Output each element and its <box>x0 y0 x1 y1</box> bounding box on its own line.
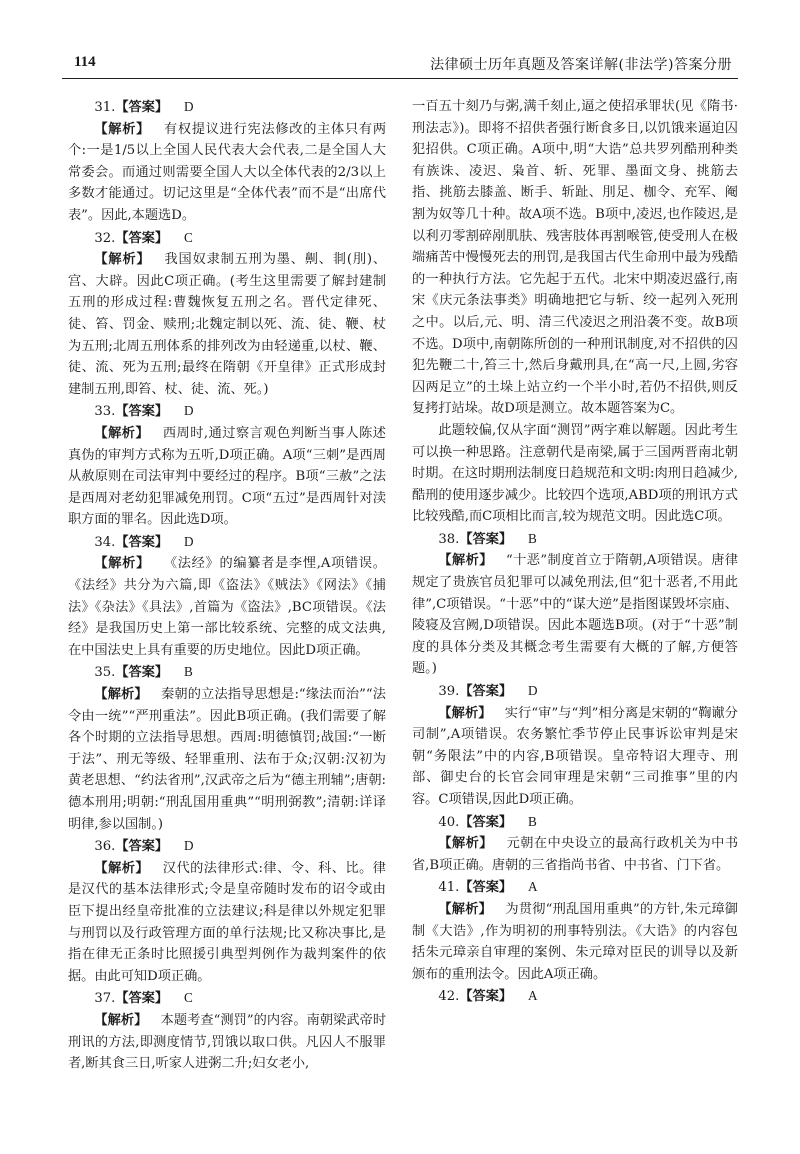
answer-letter: C <box>183 229 193 245</box>
explanation-label: 【解析】 <box>94 860 150 876</box>
explanation-paragraph <box>68 553 386 661</box>
explanation-text: 实行“审”与“判”相分离是宋朝的“鞫谳分司制”,A项错误。农务繁忙季节停止民事诉讼审判是宋朝“务限法”中的内容,B项错误。皇帝特诏大理寺、刑部、御史台的长官会同审理是宋朝“三司推事”里的内容。C项错误,因此D项正确。 <box>412 705 738 807</box>
note-paragraph: 此题较偏,仅从字面“测罚”两字难以解题。因此考生可以换一种思路。注意朝代是南梁,属于三国两晋南北朝时期。在这时期刑法制度日趋规范和文明:肉刑日趋减少,酷刑的使用逐步减少。比较四个选项,ABD项的刑讯方式比较残酷,而C项相比而言,较为规范文明。因此选C项。 <box>412 422 738 525</box>
explanation-label: 【解析】 <box>94 1012 148 1028</box>
explanation-label: 【解析】 <box>94 121 151 137</box>
answer-label: 【答案】 <box>459 531 513 547</box>
answer-label: 【答案】 <box>459 814 513 830</box>
question-number: 38. <box>438 531 460 547</box>
explanation-text: 元朝在中央设立的最高行政机关为中书省,B项正确。唐朝的三省指尚书省、中书省、门下省。 <box>412 836 739 873</box>
answer-line <box>68 531 386 554</box>
explanation-label: 【解析】 <box>94 556 150 572</box>
answer-line <box>412 528 738 551</box>
explanation-text: “十恶”制度首立于隋朝,A项错误。唐律规定了贵族官员犯罪可以减免刑法,但“犯十恶者,不用此律”,C项错误。“十恶”中的“谋大逆”是指图谋毁坏宗庙、陵寝及宫阙,D项错误。因此本题选B项。(对于“十恶”制度的具体分类及其概念考生需要有大概的了解,方便答题。) <box>412 553 739 677</box>
explanation-paragraph <box>412 899 738 985</box>
explanation-text: 有权提议进行宪法修改的主体只有两个:一是1/5以上全国人民代表大会代表,二是全国人大常委会。而通过则需要全国人大以全体代表的2/3以上多数才能通过。切记这里是“全体代表”而不是“出席代表”。因此,本题选D。 <box>68 121 387 223</box>
answer-label: 【答案】 <box>459 880 513 896</box>
page-number: 114 <box>74 54 96 70</box>
explanation-paragraph <box>68 858 386 988</box>
answer-letter: B <box>527 530 537 546</box>
answer-letter: B <box>183 664 193 680</box>
explanation-label: 【解析】 <box>94 687 148 703</box>
answer-label: 【答案】 <box>115 534 169 550</box>
explanation-text: 《法经》的编纂者是李悝,A项错误。《法经》共分为六篇,即《盗法》《贼法》《网法》《捕法》《杂法》《具法》,首篇为《盗法》,BC项错误。《法经》是我国历史上第一部比较系统、完整的成文法典,在中国法史上具有重要的历史地位。因此D项正确。 <box>68 556 386 658</box>
explanation-label: 【解析】 <box>438 705 492 721</box>
explanation-text: 秦朝的立法指导思想是:“缘法而治”“法令由一统”“严刑重法”。因此B项正确。(我们需要了解各个时期的立法指导思想。西周:明德慎罚;战国:“一断于法”、刑无等级、轻罪重刑、法布于众;汉朝:汉初为黄老思想、“约法省刑”,汉武帝之后为“德主刑辅”;唐朝:德本刑用;明朝:“刑乱国用重典”“明刑弼教”;清朝:详译明律,参以国制。) <box>68 687 386 832</box>
answer-label: 【答案】 <box>115 665 169 681</box>
explanation-text: 西周时,通过察言观色判断当事人陈述真伪的审判方式称为五听,D项正确。A项“三刺”是西周从赦原则在司法审判中要经过的程序。B项“三赦”之法是西周对老幼犯罪减免刑罚。C项“五过”是西周针对渎职方面的罪名。因此选D项。 <box>68 425 386 528</box>
explanation-paragraph <box>412 703 738 811</box>
explanation-paragraph <box>412 550 738 680</box>
answer-line <box>412 876 738 899</box>
answer-line <box>68 96 386 119</box>
explanation-paragraph <box>68 1010 386 1075</box>
answer-letter: D <box>183 99 194 114</box>
question-number: 35. <box>94 665 116 681</box>
explanation-text: 我国奴隶制五刑为墨、劓、剕(刖)、宫、大辟。因此C项正确。(考生这里需要了解封建制五刑的形成过程:曹魏恢复五刑之名。晋代定律死、徒、笞、罚金、赎刑;北魏定制以死、流、徒、鞭、杖为五刑;北周五刑体系的排列改为由轻递重,以杖、鞭、徒、流、死为五刑;最终在隋朝《开皇律》正式形成封建制五刑,即笞、杖、徒、流、死。) <box>68 252 387 397</box>
page-header <box>62 48 738 79</box>
continued-paragraph: 一百五十刻乃与粥,满千刻止,逼之使招承罪状(见《隋书·刑法志》)。即将不招供者强行断食多日,以饥饿来逼迫囚犯招供。C项正确。A项中,明“大诰”总共罗列酷刑种类有族诛、凌迟、枭首、斩、死罪、墨面文身、挑筋去指、挑筋去膝盖、断手、斩趾、刖足、枷令、充军、阉割为奴等几十种。故A项不选。B项中,凌迟,也作陵迟,是以利刃零割碎剐肌肤、残害肢体再割喉管,使受刑人在极端痛苦中慢慢死去的刑罚,是我国古代生命刑中最为残酷的一种执行方法。它先起于五代。北宋中期凌迟盛行,南宋《庆元条法事类》明确地把它与斩、绞一起列入死刑之中。以后,元、明、清三代凌迟之刑沿袭不变。故B项不选。D项中,南朝陈所创的一种刑讯制度,对不招供的囚犯先鞭二十,笞三十,然后身戴刑具,在“高一尺,上圆,劣容囚两足立”的土垛上站立约一个半小时,若仍不招供,则反复拷打站垛。故D项是测立。故本题答案为C。 <box>412 99 738 417</box>
answer-line <box>68 400 386 423</box>
explanation-label: 【解析】 <box>438 901 493 917</box>
answer-letter: D <box>183 838 194 854</box>
answer-line <box>412 680 738 703</box>
answer-letter: C <box>183 990 193 1006</box>
explanation-paragraph <box>68 249 386 400</box>
answer-letter: A <box>527 988 538 1004</box>
answer-label: 【答案】 <box>115 230 169 246</box>
question-number: 39. <box>438 684 460 700</box>
answer-letter: A <box>527 879 538 895</box>
answer-label: 【答案】 <box>459 684 513 700</box>
question-number: 33. <box>94 404 116 420</box>
explanation-paragraph <box>68 684 386 835</box>
question-number: 36. <box>94 839 116 855</box>
answer-line <box>68 987 386 1010</box>
answer-line <box>68 661 386 684</box>
explanation-paragraph <box>412 833 738 876</box>
question-number: 42. <box>438 989 460 1005</box>
answer-letter: D <box>183 533 194 549</box>
left-column <box>68 96 386 1075</box>
question-number: 34. <box>94 534 116 550</box>
answer-label: 【答案】 <box>115 100 169 115</box>
answer-line <box>412 985 738 1008</box>
question-number: 41. <box>438 880 460 896</box>
explanation-label: 【解析】 <box>438 553 493 569</box>
explanation-text: 本题考查“测罚”的内容。南朝梁武帝时刑讯的方法,即测度情节,罚饿以取口供。凡囚人不服罪者,断其食三日,听家人进粥二升;妇女老小, <box>68 1012 387 1072</box>
question-number: 32. <box>94 230 116 246</box>
question-number: 40. <box>438 814 460 830</box>
answer-letter: B <box>527 813 537 829</box>
answer-line <box>68 835 386 858</box>
explanation-label: 【解析】 <box>94 425 150 441</box>
answer-letter: D <box>527 683 538 699</box>
explanation-text: 为贯彻“刑乱国用重典”的方针,朱元璋御制《大诰》,作为明初的刑事特别法。《大诰》的内容包括朱元璋亲自审理的案例、朱元璋对臣民的训导以及新颁布的重刑法令。因此A项正确。 <box>412 901 738 982</box>
answer-line <box>68 227 386 250</box>
explanation-text: 汉代的法律形式:律、令、科、比。律是汉代的基本法律形式;令是皇帝随时发布的诏令或由臣下提出经皇帝批准的立法建议;科是律以外规定犯罪与刑罚以及行政管理方面的单行法规;比又称决事比,是指在律无正条时比照援引典型判例作为裁判案件的依据。由此可知D项正确。 <box>68 860 386 984</box>
explanation-label: 【解析】 <box>94 252 151 268</box>
answer-letter: D <box>183 403 194 419</box>
answer-label: 【答案】 <box>459 989 513 1005</box>
running-title: 法律硕士历年真题及答案详解(非法学)答案分册 <box>430 57 732 73</box>
answer-label: 【答案】 <box>115 404 169 420</box>
explanation-paragraph <box>68 423 386 531</box>
answer-label: 【答案】 <box>115 991 169 1007</box>
answer-label: 【答案】 <box>115 839 169 855</box>
question-number: 37. <box>94 991 116 1007</box>
question-number: 31. <box>94 100 116 115</box>
answer-line <box>412 811 738 834</box>
explanation-paragraph <box>68 119 386 227</box>
right-column <box>412 96 738 1008</box>
explanation-label: 【解析】 <box>438 836 493 852</box>
